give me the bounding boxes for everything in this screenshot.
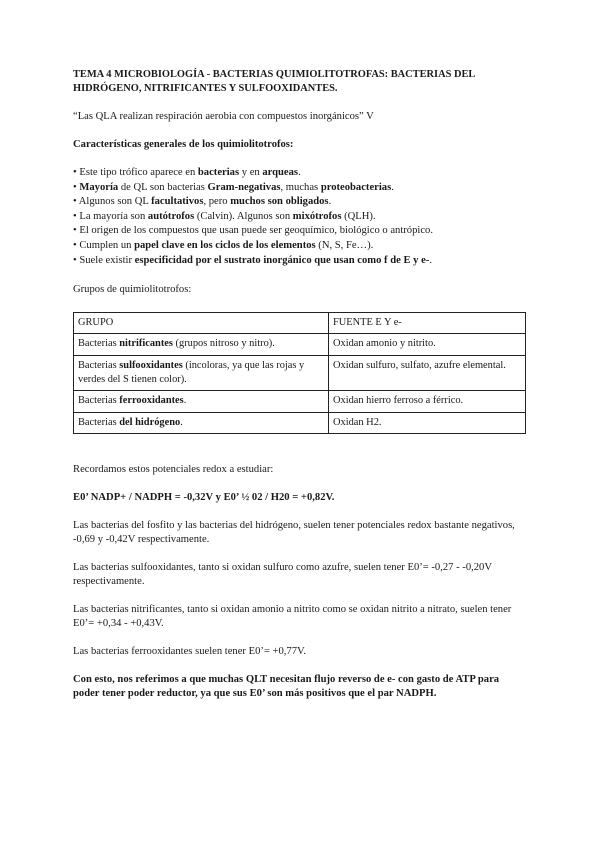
characteristics-list xyxy=(73,166,528,268)
conclusion: Con esto, nos referimos a que muchas QLT necesitan flujo reverso de e- con gasto de ATP para poder tener poder reductor, ya que sus E0’ son más positivos que el par NADPH. xyxy=(73,673,500,700)
bold-text: sulfooxidantes xyxy=(119,359,183,371)
paragraph: Las bacterias ferrooxidantes suelen tener E0’= +0,77V. xyxy=(73,646,306,658)
table-row xyxy=(74,334,526,356)
bold-text: especificidad por el sustrato inorgánico que usan como f de E y e- xyxy=(134,254,430,266)
bold-text: Gram-negativas xyxy=(207,181,281,193)
table-cell-group xyxy=(74,412,329,434)
redox-intro: Recordamos estos potenciales redox a estudiar: xyxy=(73,464,274,476)
table-cell-group xyxy=(74,355,329,390)
text-segment: Bacterias xyxy=(78,395,120,407)
text-segment: . xyxy=(429,254,432,266)
text-segment: (Calvin). Algunos son xyxy=(194,210,293,222)
text-segment: Suele existir xyxy=(79,254,135,266)
text-segment: (N, S, Fe…). xyxy=(315,239,374,251)
bold-text: papel clave en los ciclos de los elementos xyxy=(134,239,316,251)
list-item xyxy=(73,254,528,269)
list-item xyxy=(73,210,528,225)
text-segment: Este tipo trófico aparece en xyxy=(79,167,198,178)
table-row xyxy=(74,355,526,390)
text-segment: . xyxy=(298,167,301,178)
list-item xyxy=(73,224,528,239)
bold-text: bacterias xyxy=(197,167,240,178)
list-item xyxy=(73,166,528,181)
list-item xyxy=(73,195,528,210)
text-segment: Bacterias xyxy=(78,338,120,350)
document-page xyxy=(73,68,528,715)
text-segment: , pero xyxy=(203,196,231,208)
quote-statement: “Las QLA realizan respiración aerobia con compuestos inorgánicos” V xyxy=(73,110,374,122)
document-title: TEMA 4 MICROBIOLOGÍA - BACTERIAS QUIMIOLITOTROFAS: BACTERIAS DEL HIDRÓGENO, NITRIFICANTES Y SULFOOXIDANTES. xyxy=(73,69,475,95)
redox-formula: E0’ NADP+ / NADPH = -0,32V y E0’ ½ 02 / H20 = +0,82V. xyxy=(73,491,335,503)
bold-text: muchos son obligados xyxy=(230,196,329,208)
table-row xyxy=(74,412,526,434)
text-segment: (grupos nitroso y nitro). xyxy=(172,338,275,350)
bold-text: ferrooxidantes xyxy=(119,395,184,407)
groups-heading: Grupos de quimiolitotrofos: xyxy=(73,284,192,296)
paragraph: Las bacterias nitrificantes, tanto si oxidan amonio a nitrito como se oxidan nitrito a nitrato, suelen tener E0’= +0,34 - +0,43V. xyxy=(73,603,512,630)
text-segment: Algunos son QL xyxy=(78,196,152,208)
text-segment: . xyxy=(180,416,183,428)
text-segment: y en xyxy=(239,167,263,178)
bold-text: arqueas xyxy=(262,167,299,178)
text-segment: (QLH). xyxy=(341,210,376,222)
bold-text: facultativos xyxy=(151,196,204,208)
bold-text: nitrificantes xyxy=(119,338,173,350)
bold-text: del hidrógeno xyxy=(119,416,181,428)
list-item xyxy=(73,181,528,196)
table-cell-group xyxy=(74,334,329,356)
text-segment: El origen de los compuestos que usan puede ser geoquímico, biológico o antrópico. xyxy=(79,225,433,237)
text-segment: . xyxy=(391,181,394,193)
table-row xyxy=(74,391,526,413)
bold-text: mixótrofos xyxy=(292,210,342,222)
groups-table xyxy=(73,312,526,435)
paragraph: Las bacterias sulfooxidantes, tanto si oxidan sulfuro como azufre, suelen tener E0’= -0,27 - -0,20V respectivamente. xyxy=(73,561,492,588)
bold-text: autótrofos xyxy=(147,210,195,222)
table-header-cell: FUENTE E Y e- xyxy=(329,312,526,334)
table-cell-source: Oxidan H2. xyxy=(329,412,526,434)
table-header-cell: GRUPO xyxy=(74,312,329,334)
text-segment: . xyxy=(328,196,332,208)
list-item xyxy=(73,239,528,254)
text-segment: . xyxy=(183,395,187,407)
characteristics-heading: Características generales de los quimiolitotrofos: xyxy=(73,139,294,151)
paragraph: Las bacterias del fosfito y las bacterias del hidrógeno, suelen tener potenciales redox bastante negativos, -0,69 y -0,42V respectivamente. xyxy=(73,519,515,546)
text-segment: La mayoría son xyxy=(79,210,148,222)
text-segment: de QL son bacterias xyxy=(118,181,208,193)
text-segment: Bacterias xyxy=(78,416,120,428)
text-segment: , muchas xyxy=(280,181,321,193)
table-cell-source: Oxidan hierro ferroso a férrico. xyxy=(329,391,526,413)
text-segment: Cumplen un xyxy=(79,239,135,251)
bold-text: proteobacterias xyxy=(320,181,392,193)
table-cell-group xyxy=(74,391,329,413)
table-cell-source: Oxidan amonio y nitrito. xyxy=(329,334,526,356)
text-segment: Bacterias xyxy=(78,359,120,371)
text-segment: (incoloras, ya que las rojas y verdes del S tienen color). xyxy=(78,359,305,385)
table-cell-source: Oxidan sulfuro, sulfato, azufre elemental. xyxy=(329,355,526,390)
bold-text: Mayoría xyxy=(79,181,119,193)
table-header-row xyxy=(74,312,526,334)
